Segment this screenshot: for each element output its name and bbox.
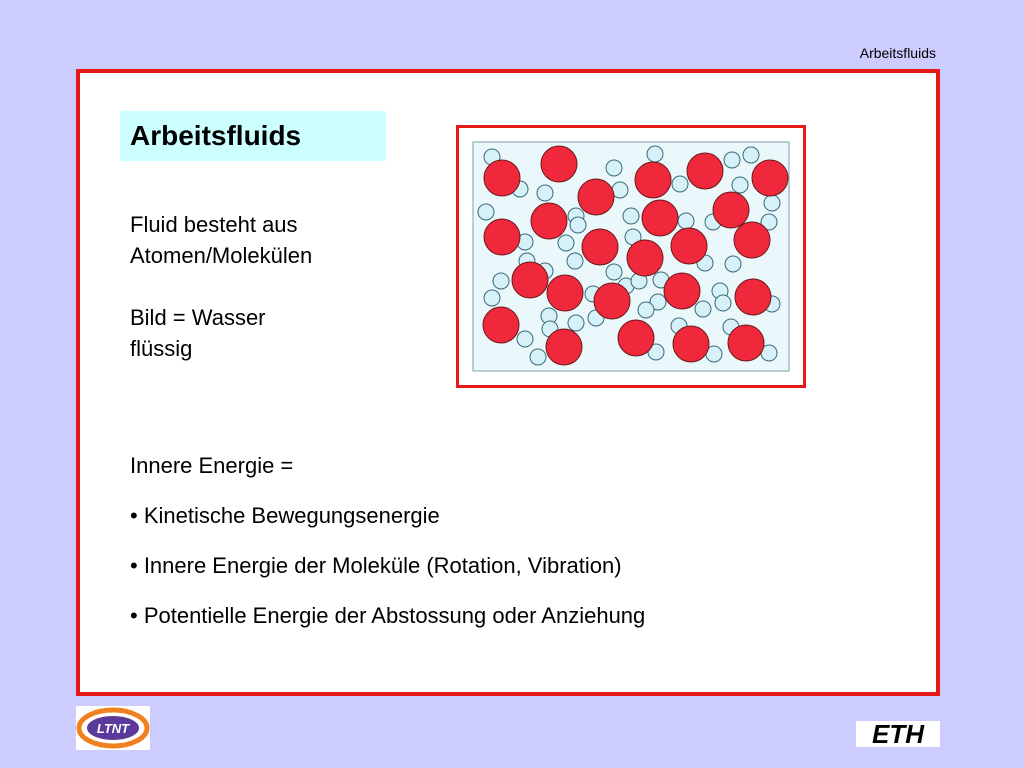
oxygen-atom [594, 283, 630, 319]
eth-logo [856, 721, 940, 747]
oxygen-atom [546, 329, 582, 365]
oxygen-atom [687, 153, 723, 189]
oxygen-atom [664, 273, 700, 309]
oxygen-atom [484, 219, 520, 255]
hydrogen-atom [567, 253, 583, 269]
energy-bullet-molecular: • Innere Energie der Moleküle (Rotation, Vibration) [130, 553, 622, 578]
hydrogen-atom [715, 295, 731, 311]
hydrogen-atom [530, 349, 546, 365]
molecule-drawing [459, 128, 803, 385]
ltnt-logo-text: LTNT [96, 721, 130, 736]
hydrogen-atom [638, 302, 654, 318]
energy-bullet-potential: • Potentielle Energie der Abstossung oder Anziehung [130, 603, 646, 628]
hydrogen-atom [493, 273, 509, 289]
hydrogen-atom [732, 177, 748, 193]
oxygen-atom [627, 240, 663, 276]
hydrogen-atom [725, 256, 741, 272]
oxygen-atom [713, 192, 749, 228]
slide-frame [76, 69, 940, 696]
hydrogen-atom [724, 152, 740, 168]
hydrogen-atom [517, 331, 533, 347]
hydrogen-atom [570, 217, 586, 233]
hydrogen-atom [484, 290, 500, 306]
hydrogen-atom [743, 147, 759, 163]
oxygen-atom [618, 320, 654, 356]
hydrogen-atom [678, 213, 694, 229]
slide-title: Arbeitsfluids [120, 111, 386, 161]
oxygen-atom [484, 160, 520, 196]
oxygen-atom [752, 160, 788, 196]
hydrogen-atom [672, 176, 688, 192]
hydrogen-atom [558, 235, 574, 251]
oxygen-atom [582, 229, 618, 265]
oxygen-atom [673, 326, 709, 362]
hydrogen-atom [606, 264, 622, 280]
hydrogen-atom [568, 315, 584, 331]
oxygen-atom [735, 279, 771, 315]
intro-line-4: flüssig [130, 336, 193, 361]
oxygen-atom [671, 228, 707, 264]
hydrogen-atom [647, 146, 663, 162]
oxygen-atom [642, 200, 678, 236]
oxygen-atom [578, 179, 614, 215]
oxygen-atom [728, 325, 764, 361]
hydrogen-atom [623, 208, 639, 224]
oxygen-atom [547, 275, 583, 311]
hydrogen-atom [478, 204, 494, 220]
header-title: Arbeitsfluids [859, 45, 936, 61]
water-molecule-illustration [456, 125, 806, 388]
oxygen-atom [512, 262, 548, 298]
inner-energy-section [130, 453, 890, 653]
oxygen-atom [541, 146, 577, 182]
energy-heading: Innere Energie = [130, 453, 294, 478]
oxygen-atom [635, 162, 671, 198]
hydrogen-atom [606, 160, 622, 176]
oxygen-atom [734, 222, 770, 258]
hydrogen-atom [695, 301, 711, 317]
eth-logo-text: ETH [872, 721, 924, 747]
intro-line-2: Atomen/Molekülen [130, 243, 313, 268]
intro-line-1: Fluid besteht aus [130, 212, 298, 237]
hydrogen-atom [537, 185, 553, 201]
hydrogen-atom [764, 195, 780, 211]
ltnt-logo [76, 706, 150, 750]
intro-line-3: Bild = Wasser [130, 305, 266, 330]
oxygen-atom [483, 307, 519, 343]
intro-text [130, 209, 430, 364]
energy-bullet-kinetic: • Kinetische Bewegungsenergie [130, 503, 440, 528]
oxygen-atom [531, 203, 567, 239]
